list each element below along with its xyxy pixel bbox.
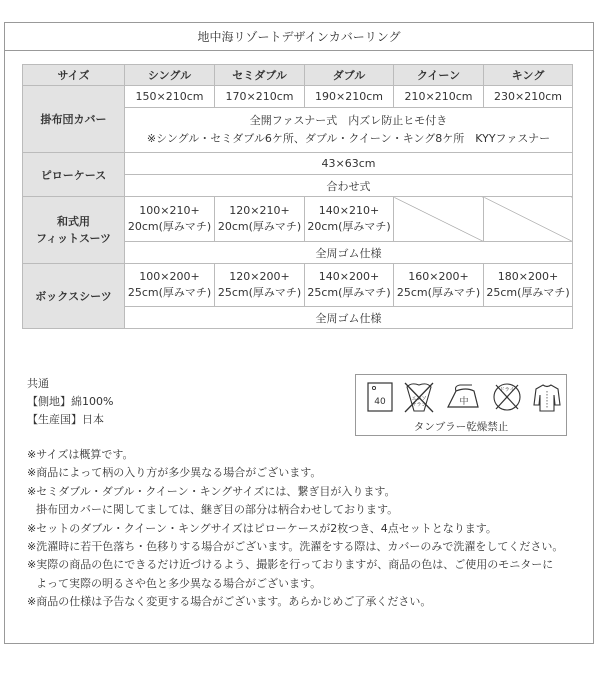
care-caption: タンブラー乾燥禁止 [413, 421, 509, 433]
cell-comforter-semi-double: 170×210cm [215, 86, 305, 108]
care-icons [362, 379, 562, 415]
cell-fitted-semi-double [215, 197, 305, 242]
depth-line: 20cm(厚みマチ) [127, 220, 212, 233]
dry-clean-icon [490, 379, 524, 415]
table-row [23, 86, 573, 108]
cell-box-queen [394, 264, 484, 307]
material-text: 【側地】綿100% [27, 395, 114, 408]
depth-line: 25cm(厚みマチ) [307, 286, 391, 299]
bleach-text-1: エンソ [411, 396, 427, 402]
note-item: ※セットのダブル・クイーン・キングサイズはピローケースが2枚つき、4点セットとなります。 [27, 521, 497, 535]
size-line: 120×200+ [229, 270, 290, 283]
row-label-pillow-case: ピローケース [23, 153, 125, 197]
header-size: サイズ [23, 65, 125, 86]
note-item: よって実際の明るさや色と多少異なる場合がございます。 [36, 576, 322, 590]
cell-fitted-queen-unavailable [394, 197, 484, 242]
cell-comforter-notes [125, 108, 573, 153]
size-line: 100×210+ [139, 204, 200, 217]
cell-box-single [125, 264, 215, 307]
depth-line: 25cm(厚みマチ) [217, 286, 302, 299]
origin-text: 【生産国】日本 [27, 413, 104, 426]
row-label-comforter-cover: 掛布団カバー [23, 86, 125, 153]
note-item: ※商品の仕様は予告なく変更する場合がございます。あらかじめご了承ください。 [27, 595, 432, 609]
wash-temp-text: 40 [374, 397, 386, 407]
table-header-row [23, 65, 573, 86]
fitted-label-line2: フィットスーツ [35, 232, 112, 245]
no-bleach-icon [402, 379, 436, 415]
size-line: 180×200+ [497, 270, 559, 283]
cell-fitted-single [125, 197, 215, 242]
common-info [27, 375, 113, 429]
cell-box-note: 全周ゴム仕様 [125, 307, 573, 329]
note-item: ※サイズは概算です。 [27, 448, 134, 461]
comforter-note-ties: ※シングル・セミダブル6ケ所、ダブル・クイーン・キング8ケ所 KYYファスナー [146, 132, 551, 145]
hang-dry-icon [532, 379, 562, 415]
depth-line: 20cm(厚みマチ) [307, 220, 391, 233]
cell-fitted-king-unavailable [484, 197, 573, 242]
care-label-box [355, 374, 567, 436]
cell-comforter-queen: 210×210cm [394, 86, 484, 108]
depth-line: 25cm(厚みマチ) [486, 286, 570, 299]
header-king: キング [484, 65, 573, 86]
cell-pillow-note: 合わせ式 [125, 175, 573, 197]
cell-fitted-double [305, 197, 394, 242]
size-line: 140×210+ [318, 204, 380, 217]
cell-box-semi-double [215, 264, 305, 307]
depth-line: 25cm(厚みマチ) [396, 286, 481, 299]
size-line: 100×200+ [139, 270, 200, 283]
table-row [23, 264, 573, 307]
header-single: シングル [125, 65, 215, 86]
row-label-box-sheet: ボックスシーツ [23, 264, 125, 329]
notes-list [27, 446, 563, 612]
cell-comforter-king: 230×210cm [484, 86, 573, 108]
note-item: ※商品によって柄の入り方が多少異なる場合がございます。 [27, 466, 322, 480]
note-item: ※セミダブル・ダブル・クイーン・キングサイズには、繋ぎ目が入ります。 [27, 484, 396, 498]
table-row [23, 153, 573, 175]
common-heading: 共通 [27, 377, 49, 390]
size-line: 160×200+ [408, 270, 469, 283]
cell-comforter-single: 150×210cm [125, 86, 215, 108]
size-spec-table [22, 64, 573, 329]
note-item: 掛布団カバーに関してましては、継ぎ目の部分は柄合わせしております。 [36, 503, 399, 517]
size-line: 120×210+ [229, 204, 290, 217]
depth-line: 20cm(厚みマチ) [217, 220, 302, 233]
dryclean-text: ドライ [499, 387, 515, 393]
cell-comforter-double: 190×210cm [305, 86, 394, 108]
comforter-note-zipper: 全開ファスナー式 内ズレ防止ヒモ付き [249, 114, 448, 127]
machine-wash-40-icon [366, 379, 394, 415]
note-item: ※実際の商品の色にできるだけ近づけるよう、撮影を行っておりますが、商品の色は、ご使用のモニターに [27, 558, 554, 572]
depth-line: 25cm(厚みマチ) [127, 286, 212, 299]
table-row [23, 197, 573, 242]
cell-pillow-size: 43×63cm [125, 153, 573, 175]
row-label-fitted-sheet [23, 197, 125, 264]
fitted-label-line1: 和式用 [57, 215, 90, 228]
note-item: ※洗濯時に若干色落ち・色移りする場合がございます。洗濯をする際は、カバーのみで洗濯をしてください。 [27, 540, 564, 554]
size-line: 140×200+ [318, 270, 380, 283]
cell-fitted-note: 全周ゴム仕様 [125, 242, 573, 264]
bleach-text-2: サラシ [411, 402, 427, 408]
page-title: 地中海リゾートデザインカバーリング [5, 23, 593, 51]
cell-box-double [305, 264, 394, 307]
iron-medium-icon [444, 379, 482, 415]
iron-temp-text: 中 [459, 397, 469, 407]
cell-box-king [484, 264, 573, 307]
header-semi-double: セミダブル [215, 65, 305, 86]
header-queen: クイーン [394, 65, 484, 86]
header-double: ダブル [305, 65, 394, 86]
